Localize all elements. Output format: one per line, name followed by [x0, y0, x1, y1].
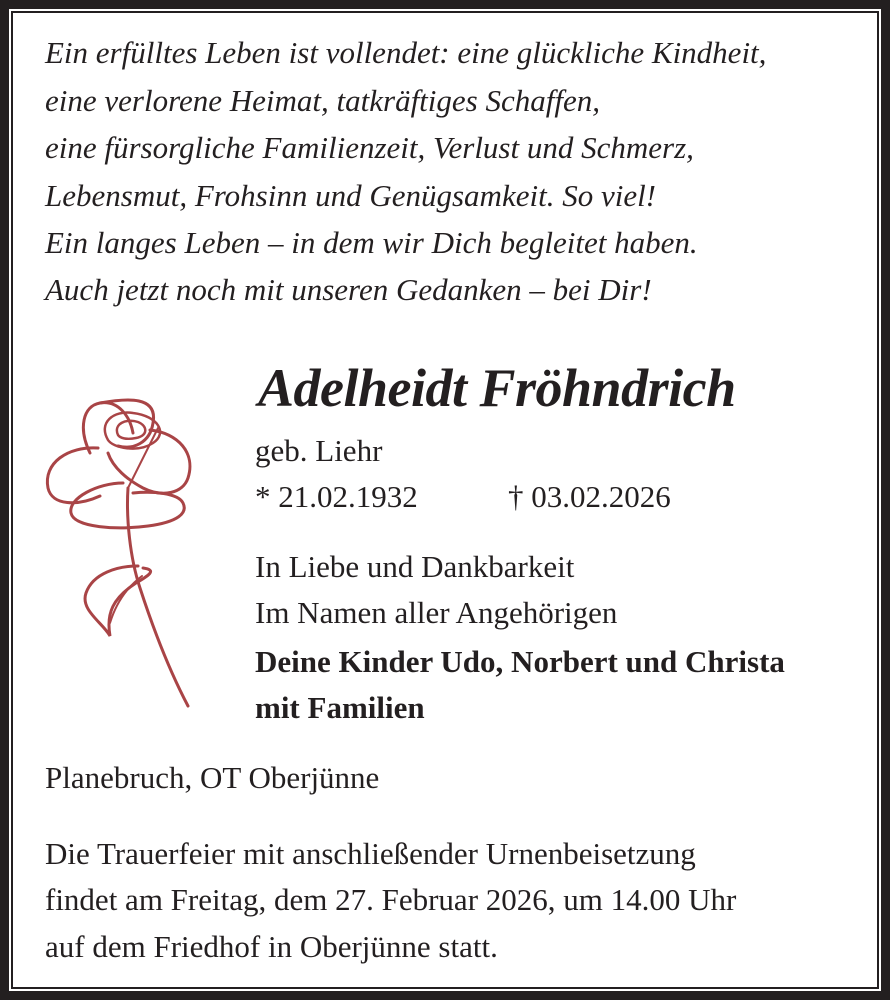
- mourners-names: mit Familien: [255, 690, 425, 725]
- deceased-name: Adelheidt Fröhndrich: [258, 358, 736, 418]
- birth-name: geb. Liehr: [255, 433, 383, 468]
- poem-line: eine fürsorgliche Familienzeit, Verlust und Schmerz,: [45, 130, 694, 165]
- poem-line: Lebensmut, Frohsinn und Genügsamkeit. So viel!: [45, 178, 657, 213]
- poem-line: Ein langes Leben – in dem wir Dich begleitet haben.: [45, 225, 698, 260]
- rose-illustration: [38, 388, 198, 708]
- birth-date: * 21.02.1932: [255, 479, 418, 514]
- mourners-line: In Liebe und Dankbarkeit: [255, 549, 575, 584]
- poem-line: Auch jetzt noch mit unseren Gedanken – bei Dir!: [45, 272, 652, 307]
- death-date: † 03.02.2026: [508, 479, 671, 514]
- funeral-line: auf dem Friedhof in Oberjünne statt.: [45, 929, 498, 964]
- poem-line: eine verlorene Heimat, tatkräftiges Schaffen,: [45, 83, 600, 118]
- mourners-names: Deine Kinder Udo, Norbert und Christa: [255, 644, 785, 679]
- poem-line: Ein erfülltes Leben ist vollendet: eine glückliche Kindheit,: [45, 35, 767, 70]
- mourners-line: Im Namen aller Angehörigen: [255, 595, 618, 630]
- funeral-line: Die Trauerfeier mit anschließender Urnenbeisetzung: [45, 836, 696, 871]
- place: Planebruch, OT Oberjünne: [45, 760, 380, 795]
- funeral-line: findet am Freitag, dem 27. Februar 2026, um 14.00 Uhr: [45, 882, 737, 917]
